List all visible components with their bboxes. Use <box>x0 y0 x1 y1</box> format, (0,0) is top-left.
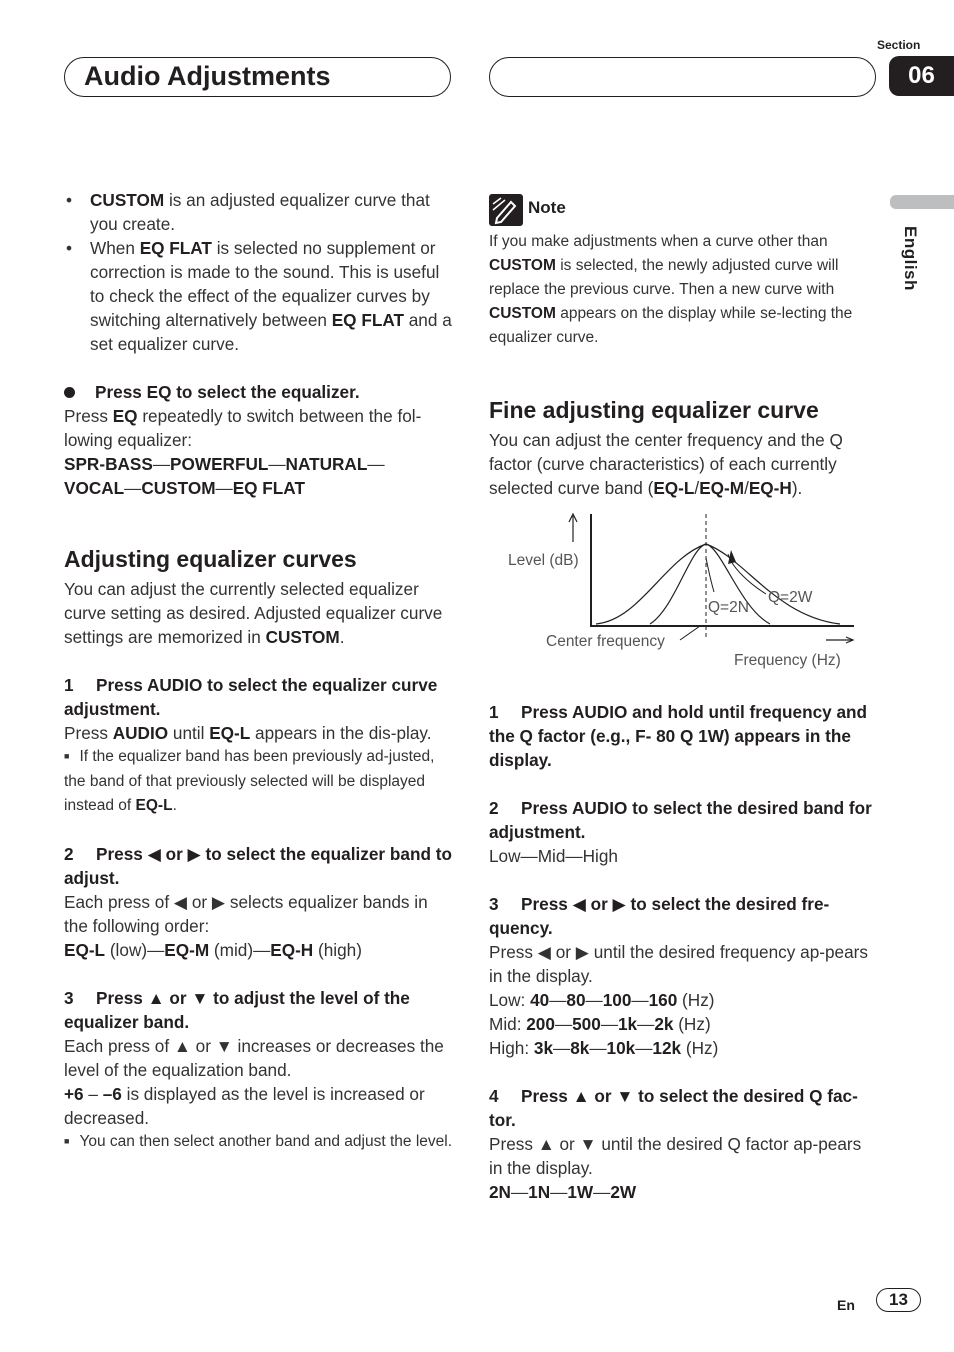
left-step2-text: Each press of ◀ or ▶ selects equalizer bands in the following order: <box>64 892 428 936</box>
eq-sequence: SPR-BASS—POWERFUL—NATURAL— VOCAL—CUSTOM—EQ FLAT <box>64 454 385 498</box>
press-eq-heading: Press EQ to select the equalizer. <box>64 380 452 404</box>
note-text: If you make adjustments when a curve other than CUSTOM is selected, the newly adjusted curve will replace the previous curve. Then a new curve with CUSTOM appears on the display while se-lecting the equalizer curve. <box>489 233 853 346</box>
fine-text: You can adjust the center frequency and the Q factor (curve characteristics) of each currently selected curve band (EQ-L/EQ-M/EQ-H). <box>489 430 843 498</box>
right-column-steps <box>489 700 877 1204</box>
bullet-dot-icon <box>64 387 75 398</box>
left-step1-heading: 1 Press AUDIO to select the equalizer curve adjustment. <box>64 675 438 719</box>
right-step3-text: Press ◀ or ▶ until the desired frequency ap-pears in the display. <box>489 942 868 986</box>
left-step3-note: ■ You can then select another band and adjust the level. <box>64 1130 452 1155</box>
header-blank-frame <box>489 57 876 97</box>
left-step1-text: Press AUDIO until EQ-L appears in the dis-play. <box>64 723 432 743</box>
left-step2-heading: 2 Press ◀ or ▶ to select the equalizer band to adjust. <box>64 844 452 888</box>
right-step3-heading: 3 Press ◀ or ▶ to select the desired fre-quency. <box>489 894 830 938</box>
left-step3-text: Each press of ▲ or ▼ increases or decreases the level of the equalization band. <box>64 1036 444 1080</box>
right-step1-heading: 1 Press AUDIO and hold until frequency and the Q factor (e.g., F- 80 Q 1W) appears in the display. <box>489 702 868 770</box>
right-step2-text: Low—Mid—High <box>489 846 618 866</box>
page-number: 13 <box>876 1288 921 1312</box>
center-pointer <box>680 626 700 640</box>
fine-title: Fine adjusting equalizer curve <box>489 397 819 423</box>
level-label: Level (dB) <box>508 552 579 569</box>
press-eq-text: Press EQ repeatedly to switch between the fol-lowing equalizer: <box>64 406 422 450</box>
left-step2-bands: EQ-L (low)—EQ-M (mid)—EQ-H (high) <box>64 940 362 960</box>
page-title: Audio Adjustments <box>84 61 331 91</box>
center-frequency-label: Center frequency <box>546 633 665 650</box>
language-label: English <box>901 226 920 291</box>
left-step3-heading: 3 Press ▲ or ▼ to adjust the level of the equalizer band. <box>64 988 410 1032</box>
left-column <box>64 188 452 1155</box>
section-number-badge: 06 <box>889 56 954 96</box>
bullet-custom: • CUSTOM is an adjusted equalizer curve that you create. <box>64 188 452 236</box>
right-step2-heading: 2 Press AUDIO to select the desired band for adjustment. <box>489 798 872 842</box>
intro-bullets <box>64 188 452 356</box>
right-column <box>489 230 877 500</box>
adjusting-text: You can adjust the currently selected equalizer curve setting as desired. Adjusted equalizer curve settings are memorized in CUSTOM. <box>64 579 443 647</box>
freq-row-mid: Mid: 200—500—1k—2k (Hz) <box>489 1014 711 1034</box>
language-tab-bar <box>890 195 954 209</box>
note-pencil-icon <box>489 194 523 226</box>
footer-language: En <box>837 1297 855 1313</box>
freq-row-low: Low: 40—80—100—160 (Hz) <box>489 990 715 1010</box>
q2n-pointer <box>706 558 714 592</box>
right-step4-heading: 4 Press ▲ or ▼ to select the desired Q fac-tor. <box>489 1086 858 1130</box>
bullet-eq-flat: • When EQ FLAT is selected no supplement or correction is made to the sound. This is useful to check the effect of the equalizer curves by switching alternatively between EQ FLAT and a set equalizer curve. <box>64 236 452 356</box>
q-sequence: 2N—1N—1W—2W <box>489 1182 637 1202</box>
left-step1-note: ■ If the equalizer band has been previously ad-justed, the band of that previously selected will be displayed instead of EQ-L. <box>64 745 452 818</box>
adjusting-title: Adjusting equalizer curves <box>64 546 357 572</box>
frequency-label: Frequency (Hz) <box>734 652 841 669</box>
q2w-label: Q=2W <box>768 589 813 606</box>
left-step3-range: +6 – –6 is displayed as the level is increased or decreased. <box>64 1084 425 1128</box>
freq-row-high: High: 3k—8k—10k—12k (Hz) <box>489 1038 719 1058</box>
q2n-label: Q=2N <box>708 599 749 616</box>
note-label: Note <box>528 198 566 217</box>
section-label: Section <box>877 38 921 52</box>
q-factor-diagram <box>500 508 870 678</box>
right-step4-text: Press ▲ or ▼ until the desired Q factor ap-pears in the display. <box>489 1134 862 1178</box>
